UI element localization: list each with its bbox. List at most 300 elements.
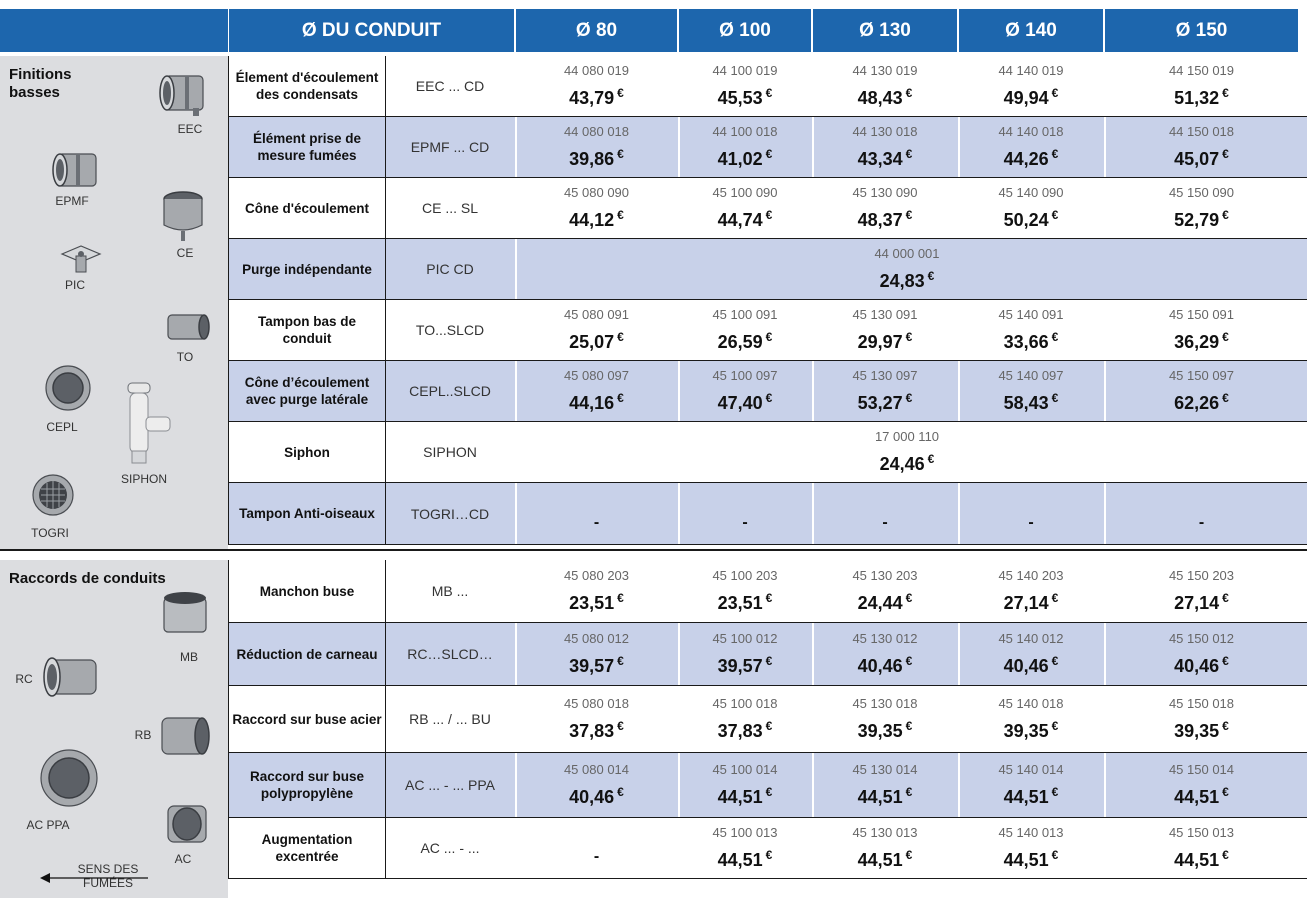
- price-amount: 50,24: [1003, 210, 1049, 230]
- cepl-product-icon: [40, 361, 96, 415]
- column-divider: [385, 239, 386, 299]
- row-divider: [229, 878, 1307, 879]
- price-cell: [1105, 818, 1298, 878]
- diameter-label: Ø 150: [1175, 19, 1228, 41]
- column-divider: [515, 361, 517, 421]
- price-value: [858, 715, 913, 742]
- column-divider: [385, 178, 386, 238]
- flow-label: SENS DES FUMÉES: [77, 862, 139, 890]
- column-divider: [515, 422, 517, 482]
- mb-product-icon: [158, 588, 212, 640]
- price-amount: 51,32: [1174, 88, 1220, 108]
- price-amount: 27,14: [1003, 593, 1049, 613]
- reference-number: 44 100 018: [712, 124, 778, 139]
- price-value: [718, 82, 773, 109]
- merged-price-cell: [516, 422, 1298, 482]
- price-amount: 23,51: [717, 593, 763, 613]
- product-code-cell: [386, 753, 514, 817]
- product-code: TOGRI…CD: [410, 505, 490, 522]
- reference-number: 45 130 012: [852, 631, 918, 646]
- column-divider: [385, 483, 386, 544]
- table-row: [229, 818, 1307, 878]
- reference-number: 44 080 019: [563, 63, 630, 78]
- epmf-product-icon: [48, 146, 104, 194]
- column-divider: [385, 117, 386, 177]
- reference-number: 45 130 014: [852, 762, 918, 777]
- currency-symbol: €: [765, 591, 773, 605]
- reference-number: 45 080 090: [563, 185, 630, 200]
- currency-symbol: €: [1051, 591, 1059, 605]
- product-name: Réduction de carneau: [236, 646, 378, 662]
- column-divider: [1104, 560, 1106, 622]
- price-cell: [516, 560, 677, 622]
- price-value: [1004, 326, 1059, 353]
- price-cell: [516, 178, 677, 238]
- column-divider: [958, 483, 960, 544]
- reference-number: 45 080 018: [563, 696, 630, 711]
- table-row: [229, 560, 1307, 622]
- currency-symbol: €: [1051, 719, 1059, 733]
- table-row: [229, 56, 1307, 116]
- price-cell: [1105, 483, 1298, 544]
- product-name-cell: [229, 56, 385, 116]
- price-cell: [516, 361, 677, 421]
- column-divider: [1104, 818, 1106, 878]
- product-code: CEPL..SLCD: [409, 383, 491, 399]
- price-amount: 29,97: [857, 332, 903, 352]
- column-divider: [812, 560, 814, 622]
- currency-symbol: €: [765, 719, 773, 733]
- header-blank-cell: [0, 9, 228, 52]
- column-divider: [515, 300, 517, 360]
- price-cell: [959, 56, 1103, 116]
- product-label-to: TO: [176, 350, 194, 364]
- price-cell: [1105, 178, 1298, 238]
- diameter-header-150: [1105, 9, 1298, 52]
- currency-symbol: €: [905, 330, 913, 344]
- column-divider: [515, 818, 517, 878]
- column-divider: [1104, 483, 1106, 544]
- diameter-label: Ø 100: [719, 19, 771, 41]
- currency-symbol: €: [765, 86, 773, 100]
- reference-number: 44 150 019: [1168, 63, 1235, 78]
- price-value: [858, 326, 913, 353]
- currency-symbol: €: [765, 785, 773, 799]
- currency-symbol: €: [765, 391, 773, 405]
- reference-number: 45 100 091: [712, 307, 778, 322]
- column-divider: [385, 686, 386, 752]
- currency-symbol: €: [617, 391, 624, 405]
- price-cell: [813, 753, 957, 817]
- reference-number: 45 080 014: [563, 762, 630, 777]
- reference-number: 45 130 097: [852, 368, 918, 383]
- currency-symbol: €: [765, 147, 773, 161]
- price-cell: [813, 686, 957, 752]
- price-value: [858, 204, 913, 231]
- price-amount: 52,79: [1174, 210, 1220, 230]
- price-amount: 37,83: [717, 721, 763, 741]
- currency-symbol: €: [927, 452, 935, 466]
- currency-symbol: €: [927, 269, 935, 283]
- price-value: [569, 204, 624, 231]
- price-cell: [959, 483, 1103, 544]
- price-cell: [813, 117, 957, 177]
- reference-number: 44 080 018: [563, 124, 630, 139]
- table-row: [229, 422, 1307, 482]
- diameter-label: Ø 140: [1005, 19, 1057, 41]
- price-value: [858, 844, 913, 871]
- price-value: [1004, 204, 1059, 231]
- product-code: AC ... - ... PPA: [405, 777, 495, 793]
- price-value: [858, 650, 913, 677]
- reference-number: 44 140 019: [998, 63, 1064, 78]
- price-value: [858, 587, 913, 614]
- column-divider: [678, 361, 680, 421]
- product-code-cell: [386, 56, 514, 116]
- currency-symbol: €: [905, 848, 913, 862]
- currency-symbol: €: [1051, 86, 1059, 100]
- price-amount: 44,26: [1003, 149, 1049, 169]
- reference-number: 45 100 012: [712, 631, 778, 646]
- price-amount: 40,46: [569, 787, 615, 807]
- price-cell: [516, 686, 677, 752]
- price-amount: 44,51: [1003, 787, 1049, 807]
- column-divider: [515, 686, 517, 752]
- reference-number: 44 130 019: [852, 63, 918, 78]
- product-label-rc: RC: [15, 672, 33, 686]
- product-label-rb: RB: [134, 728, 152, 742]
- price-value: [1004, 781, 1059, 808]
- price-cell: [516, 818, 677, 878]
- price-amount: 44,51: [857, 787, 903, 807]
- column-divider: [678, 753, 680, 817]
- price-value: [1004, 143, 1059, 170]
- price-cell: [1105, 56, 1298, 116]
- price-cell: [516, 300, 677, 360]
- reference-number: 45 100 018: [712, 696, 778, 711]
- price-amount: 48,37: [857, 210, 903, 230]
- price-amount: 41,02: [717, 149, 763, 169]
- price-amount: 45,07: [1174, 149, 1220, 169]
- currency-symbol: €: [617, 591, 624, 605]
- price-value: [718, 204, 773, 231]
- column-divider: [1104, 56, 1106, 116]
- product-code-cell: [386, 422, 514, 482]
- ac-product-icon: [160, 796, 214, 852]
- product-label-siphon: SIPHON: [120, 472, 167, 486]
- reference-number: 45 080 203: [563, 568, 630, 583]
- price-cell: [813, 56, 957, 116]
- rb-product-icon: [156, 708, 212, 764]
- price-amount: 39,57: [717, 656, 763, 676]
- product-name: Raccord sur buse polypropylène: [249, 769, 365, 801]
- column-divider: [958, 623, 960, 685]
- price-amount: 27,14: [1174, 593, 1220, 613]
- product-code: SIPHON: [423, 444, 477, 460]
- reference-number: 45 140 018: [998, 696, 1064, 711]
- reference-number: 45 140 013: [998, 825, 1064, 840]
- price-cell: [1105, 300, 1298, 360]
- no-price-dash: -: [593, 513, 600, 531]
- price-cell: [959, 623, 1103, 685]
- table-left-border: [228, 560, 229, 879]
- product-code-cell: [386, 686, 514, 752]
- product-name-cell: [229, 818, 385, 878]
- product-code: MB ...: [431, 583, 469, 599]
- product-name-cell: [229, 686, 385, 752]
- column-divider: [958, 300, 960, 360]
- product-label-togri: TOGRI: [31, 526, 69, 540]
- product-name: Purge indépendante: [242, 261, 372, 277]
- price-amount: 23,51: [569, 593, 615, 613]
- table-row: [229, 178, 1307, 238]
- price-amount: 40,46: [1174, 656, 1220, 676]
- price-value: [1004, 844, 1059, 871]
- price-value: [718, 143, 773, 170]
- price-amount: 24,46: [879, 454, 925, 474]
- pic-product-icon: [58, 244, 104, 278]
- price-value: [1004, 650, 1059, 677]
- eec-product-icon: [155, 68, 213, 118]
- column-divider: [515, 56, 517, 116]
- reference-number: 17 000 110: [874, 429, 940, 444]
- price-cell: [813, 818, 957, 878]
- column-divider: [678, 300, 680, 360]
- column-divider: [678, 686, 680, 752]
- price-value: [718, 587, 773, 614]
- table-row: [229, 753, 1307, 817]
- column-divider: [385, 300, 386, 360]
- product-label-epmf: EPMF: [55, 194, 89, 208]
- price-cell: [679, 361, 811, 421]
- product-label-ac-ppa: AC PPA: [26, 818, 70, 832]
- no-price-dash: -: [882, 513, 888, 531]
- price-cell: [813, 178, 957, 238]
- table-section-finitions-basses: [229, 56, 1307, 549]
- product-code-cell: [386, 239, 514, 299]
- column-divider: [1104, 117, 1106, 177]
- price-cell: [679, 560, 811, 622]
- product-code-cell: [386, 483, 514, 544]
- reference-number: 45 130 203: [852, 568, 918, 583]
- column-divider: [678, 818, 680, 878]
- column-divider: [515, 483, 517, 544]
- no-price-dash: -: [1028, 513, 1034, 531]
- column-divider: [958, 686, 960, 752]
- price-cell: [516, 117, 677, 177]
- product-name-cell: [229, 300, 385, 360]
- price-cell: [959, 300, 1103, 360]
- product-code-cell: [386, 560, 514, 622]
- price-value: [1004, 82, 1059, 109]
- reference-number: 44 000 001: [874, 246, 940, 261]
- product-code-cell: [386, 818, 514, 878]
- currency-symbol: €: [1222, 848, 1229, 862]
- price-cell: [813, 300, 957, 360]
- product-code-cell: [386, 623, 514, 685]
- price-amount: 44,51: [717, 850, 763, 870]
- price-value: [858, 143, 913, 170]
- price-cell: [959, 686, 1103, 752]
- finitions-basses-panel: [0, 56, 228, 549]
- price-value: [718, 844, 773, 871]
- column-divider: [812, 178, 814, 238]
- column-divider: [385, 422, 386, 482]
- table-row: [229, 361, 1307, 421]
- price-value: [1174, 387, 1229, 414]
- price-amount: 48,43: [857, 88, 903, 108]
- currency-symbol: €: [617, 86, 624, 100]
- product-label-ce: CE: [176, 246, 194, 260]
- table-row: [229, 117, 1307, 177]
- price-cell: [679, 818, 811, 878]
- currency-symbol: €: [905, 785, 913, 799]
- reference-number: 44 130 018: [852, 124, 918, 139]
- column-divider: [812, 300, 814, 360]
- price-value: [569, 587, 624, 614]
- price-value: [718, 650, 773, 677]
- price-amount: 45,53: [717, 88, 763, 108]
- price-value: [569, 326, 624, 353]
- price-value: [569, 387, 624, 414]
- price-cell: [813, 361, 957, 421]
- column-divider: [515, 753, 517, 817]
- diameter-header-130: [813, 9, 957, 52]
- product-label-pic: PIC: [64, 278, 85, 292]
- column-divider: [678, 178, 680, 238]
- no-price-dash: -: [593, 848, 600, 865]
- column-divider: [812, 623, 814, 685]
- reference-number: 45 140 203: [998, 568, 1064, 583]
- price-value: [1174, 781, 1229, 808]
- currency-symbol: €: [1051, 848, 1059, 862]
- column-divider: [385, 623, 386, 685]
- reference-number: 45 150 091: [1168, 307, 1235, 322]
- product-code: CE ... SL: [421, 200, 479, 216]
- column-divider: [958, 753, 960, 817]
- reference-number: 45 150 097: [1168, 368, 1235, 383]
- product-name: Siphon: [284, 444, 330, 460]
- price-amount: 58,43: [1003, 393, 1049, 413]
- price-value: [1004, 715, 1059, 742]
- product-name: Cône d'écoulement: [245, 200, 369, 216]
- currency-symbol: €: [617, 785, 624, 799]
- price-value: [1174, 650, 1229, 677]
- product-name-cell: [229, 753, 385, 817]
- price-value: [1174, 204, 1229, 231]
- reference-number: 45 100 203: [712, 568, 778, 583]
- price-value: [858, 82, 913, 109]
- table-section-raccords: [229, 560, 1307, 898]
- price-amount: 44,51: [1003, 850, 1049, 870]
- row-divider: [229, 544, 1307, 545]
- reference-number: 45 150 014: [1168, 762, 1235, 777]
- reference-number: 45 150 203: [1168, 568, 1235, 583]
- reference-number: 45 100 097: [712, 368, 778, 383]
- price-amount: 44,16: [569, 393, 615, 413]
- product-label-mb: MB: [180, 650, 198, 664]
- column-divider: [678, 623, 680, 685]
- togri-product-icon: [28, 471, 78, 519]
- reference-number: 45 140 012: [998, 631, 1064, 646]
- product-name-cell: [229, 483, 385, 544]
- siphon-product-icon: [120, 381, 176, 469]
- price-cell: [959, 560, 1103, 622]
- price-value: [718, 781, 773, 808]
- currency-symbol: €: [905, 208, 913, 222]
- reference-number: 45 150 018: [1168, 696, 1235, 711]
- column-divider: [958, 56, 960, 116]
- conduit-diameter-label: Ø DU CONDUIT: [301, 19, 442, 41]
- price-amount: 39,35: [1003, 721, 1049, 741]
- merged-price-cell: [516, 239, 1298, 299]
- reference-number: 45 130 018: [852, 696, 918, 711]
- conduit-diameter-header: [229, 9, 514, 52]
- price-value: [569, 781, 624, 808]
- price-cell: [679, 686, 811, 752]
- product-name: Élement d'écoulement des condensats: [235, 70, 379, 102]
- price-amount: 53,27: [857, 393, 903, 413]
- to-product-icon: [162, 311, 212, 343]
- price-cell: [516, 483, 677, 544]
- column-divider: [385, 818, 386, 878]
- column-divider: [385, 361, 386, 421]
- currency-symbol: €: [1222, 330, 1229, 344]
- ac-ppa-product-icon: [34, 744, 104, 812]
- price-cell: [516, 623, 677, 685]
- product-code-cell: [386, 361, 514, 421]
- price-cell: [679, 178, 811, 238]
- price-amount: 37,83: [569, 721, 615, 741]
- table-row: [229, 483, 1307, 544]
- diameter-header-140: [959, 9, 1103, 52]
- price-amount: 26,59: [717, 332, 763, 352]
- price-amount: 36,29: [1174, 332, 1220, 352]
- column-divider: [812, 818, 814, 878]
- product-code-cell: [386, 300, 514, 360]
- diameter-header-100: [679, 9, 811, 52]
- column-divider: [812, 361, 814, 421]
- currency-symbol: €: [1051, 785, 1059, 799]
- price-cell: [959, 818, 1103, 878]
- section-title-finitions: Finitions basses: [9, 66, 72, 101]
- currency-symbol: €: [765, 848, 773, 862]
- diameter-header-80: [516, 9, 677, 52]
- currency-symbol: €: [1222, 86, 1229, 100]
- price-value: [569, 715, 624, 742]
- price-amount: 44,74: [717, 210, 763, 230]
- product-code: TO...SLCD: [415, 322, 485, 338]
- column-divider: [385, 753, 386, 817]
- product-name: Manchon buse: [259, 583, 355, 599]
- column-divider: [812, 483, 814, 544]
- rc-product-icon: [40, 648, 104, 706]
- reference-number: 45 150 012: [1168, 631, 1235, 646]
- currency-symbol: €: [617, 147, 624, 161]
- price-amount: 43,79: [569, 88, 615, 108]
- price-cell: [959, 361, 1103, 421]
- column-divider: [515, 239, 517, 299]
- column-divider: [678, 483, 680, 544]
- price-value: [858, 387, 913, 414]
- price-cell: [813, 623, 957, 685]
- price-cell: [1105, 560, 1298, 622]
- currency-symbol: €: [905, 147, 913, 161]
- column-divider: [678, 56, 680, 116]
- price-amount: 43,34: [857, 149, 903, 169]
- product-name: Tampon bas de conduit: [257, 314, 356, 346]
- price-value: [1174, 326, 1229, 353]
